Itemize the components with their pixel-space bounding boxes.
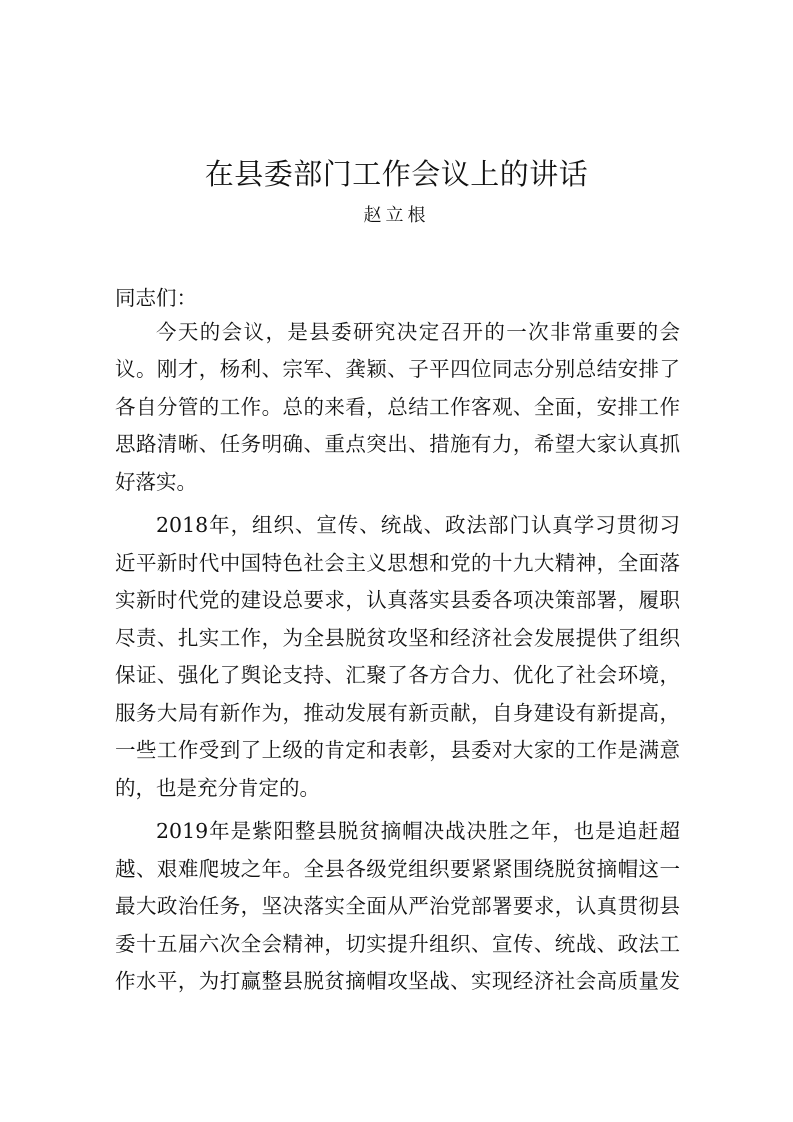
salutation: 同志们： [115, 286, 197, 310]
text-line: 一些工作受到了上级的肯定和表彰，县委对大家的工作是满意 [115, 738, 680, 762]
text-line: 最大政治任务，坚决落实全面从严治党部署要求，认真贯彻县 [115, 894, 680, 918]
author-name: 赵立根 [363, 205, 430, 226]
paragraph [115, 314, 680, 502]
paragraph [115, 507, 680, 807]
text-line: 今天的会议，是县委研究决定召开的一次非常重要的会 [156, 319, 680, 344]
text-line: 实新时代党的建设总要求，认真落实县委各项决策部署，履职 [115, 588, 680, 612]
text-line: 思路清晰、任务明确、重点突出、措施有力，希望大家认真抓 [115, 432, 680, 456]
text-line: 好落实。 [115, 469, 197, 494]
text-line: 2018年，组织、宣传、统战、政法部门认真学习贯彻习 [156, 513, 680, 537]
text-line: 保证、强化了舆论支持、汇聚了各方合力、优化了社会环境， [115, 663, 680, 687]
document-title: 在县委部门工作会议上的讲话 [204, 157, 589, 191]
text-line: 服务大局有新作为，推动发展有新贡献，自身建设有新提高， [115, 700, 680, 725]
document-body [115, 280, 680, 1001]
text-line: 委十五届六次全会精神，切实提升组织、宣传、统战、政法工 [115, 931, 680, 956]
text-line: 尽责、扎实工作，为全县脱贫攻坚和经济社会发展提供了组织 [115, 625, 680, 650]
text-line: 各自分管的工作。总的来看，总结工作客观、全面，安排工作 [115, 394, 680, 419]
text-line: 的，也是充分肯定的。 [115, 775, 320, 800]
text-line: 越、艰难爬坡之年。全县各级党组织要紧紧围绕脱贫摘帽这一 [115, 856, 680, 881]
text-line: 议。刚才，杨利、宗军、龚颖、子平四位同志分别总结安排了 [115, 357, 680, 381]
text-line: 2019年是紫阳整县脱贫摘帽决战决胜之年，也是追赶超 [156, 819, 680, 843]
text-line: 近平新时代中国特色社会主义思想和党的十九大精神，全面落 [115, 550, 680, 575]
paragraph [115, 813, 680, 1001]
text-line: 作水平，为打赢整县脱贫摘帽攻坚战、实现经济社会高质量发 [115, 969, 680, 993]
